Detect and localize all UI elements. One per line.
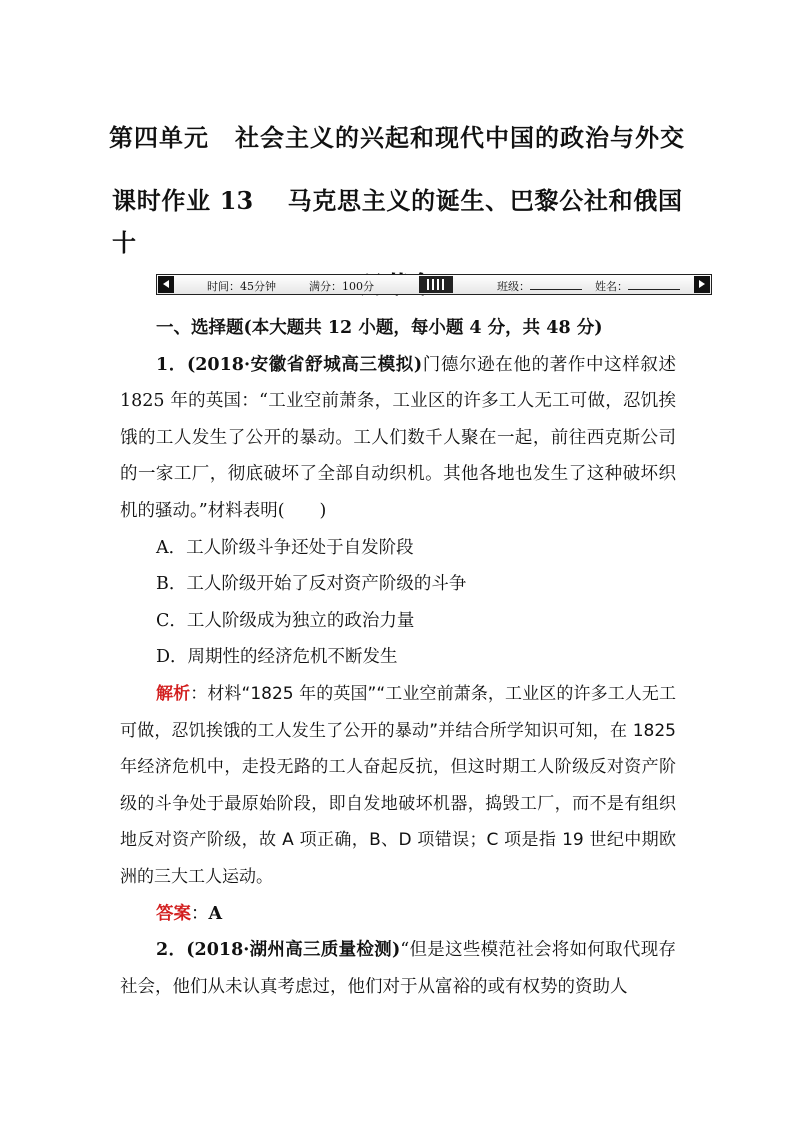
name-field	[595, 278, 680, 294]
bar-separator-icon	[419, 276, 453, 293]
name-label: 姓名：	[595, 280, 628, 293]
option-d: D．周期性的经济危机不断发生	[156, 647, 398, 668]
option-b: B．工人阶级开始了反对资产阶级的斗争	[156, 574, 467, 595]
answer	[120, 896, 676, 933]
question-1-source: (2018·安徽省舒城高三模拟)	[186, 354, 423, 375]
analysis-text: 材料“1825 年的英国”“工业空前萧条，工业区的许多工人无工可做，忍饥挨饿的工人发生了公开的暴动”并结合所学知识可知，在 1825 年经济危机中，走投无路的工人奋起反抗，但这时期工人阶级反对资产阶级的斗争处于最原始阶段，即自发地破坏机器，捣毁工厂，而不是有组织地反对资产阶级，故 A 项正确，B、D 项错误；C 项是指 19 世纪中期欧洲的三大工人运动。	[120, 683, 676, 887]
answer-value: A	[208, 903, 223, 924]
time-limit: 时间：45分钟	[207, 280, 276, 293]
class-blank	[530, 279, 582, 290]
class-label: 班级：	[497, 280, 530, 293]
arrow-right-icon	[694, 276, 710, 293]
info-bar	[156, 274, 712, 295]
unit-number: 第四单元	[109, 123, 209, 152]
question-2	[120, 932, 676, 1005]
question-2-stem: “但是这些模范社会将如何取代现存社会，他们从未认真考虑过，他们对于从富裕的或有权势的资助人	[120, 940, 677, 997]
full-score: 满分：100分	[309, 280, 374, 293]
option-a: A．工人阶级斗争还处于自发阶段	[156, 537, 414, 558]
unit-title	[60, 118, 734, 153]
analysis-colon: ：	[190, 683, 208, 704]
question-content	[120, 310, 676, 1005]
section-heading: 一、选择题(本大题共 12 小题，每小题 4 分，共 48 分)	[156, 318, 603, 338]
answer-label: 答案	[156, 903, 191, 924]
option-c: C．工人阶级成为独立的政治力量	[156, 610, 415, 631]
class-field	[497, 278, 582, 294]
question-2-source: (2018·湖州高三质量检测)	[186, 940, 401, 961]
name-blank	[628, 279, 680, 290]
question-1	[120, 347, 676, 530]
arrow-left-icon	[158, 276, 174, 293]
unit-name: 社会主义的兴起和现代中国的政治与外交	[235, 123, 685, 152]
question-1-stem: 门德尔逊在他的著作中这样叙述 1825 年的英国：“工业空前萧条，工业区的许多工人无工可做，忍饥挨饿的工人发生了公开的暴动。工人们数千人聚在一起，前往西克斯公司的一家工厂，彻底破坏了全部自动织机。其他各地也发生了这种破坏织机的骚动。”材料表明( )	[120, 354, 676, 521]
lesson-title-line1: 课时作业 13 马克思主义的诞生、巴黎公社和俄国十	[112, 186, 682, 257]
analysis-label: 解析	[156, 683, 191, 704]
answer-colon: ：	[191, 903, 209, 924]
question-2-number: 2．	[156, 940, 187, 961]
analysis	[120, 676, 676, 896]
question-1-number: 1．	[156, 354, 187, 375]
